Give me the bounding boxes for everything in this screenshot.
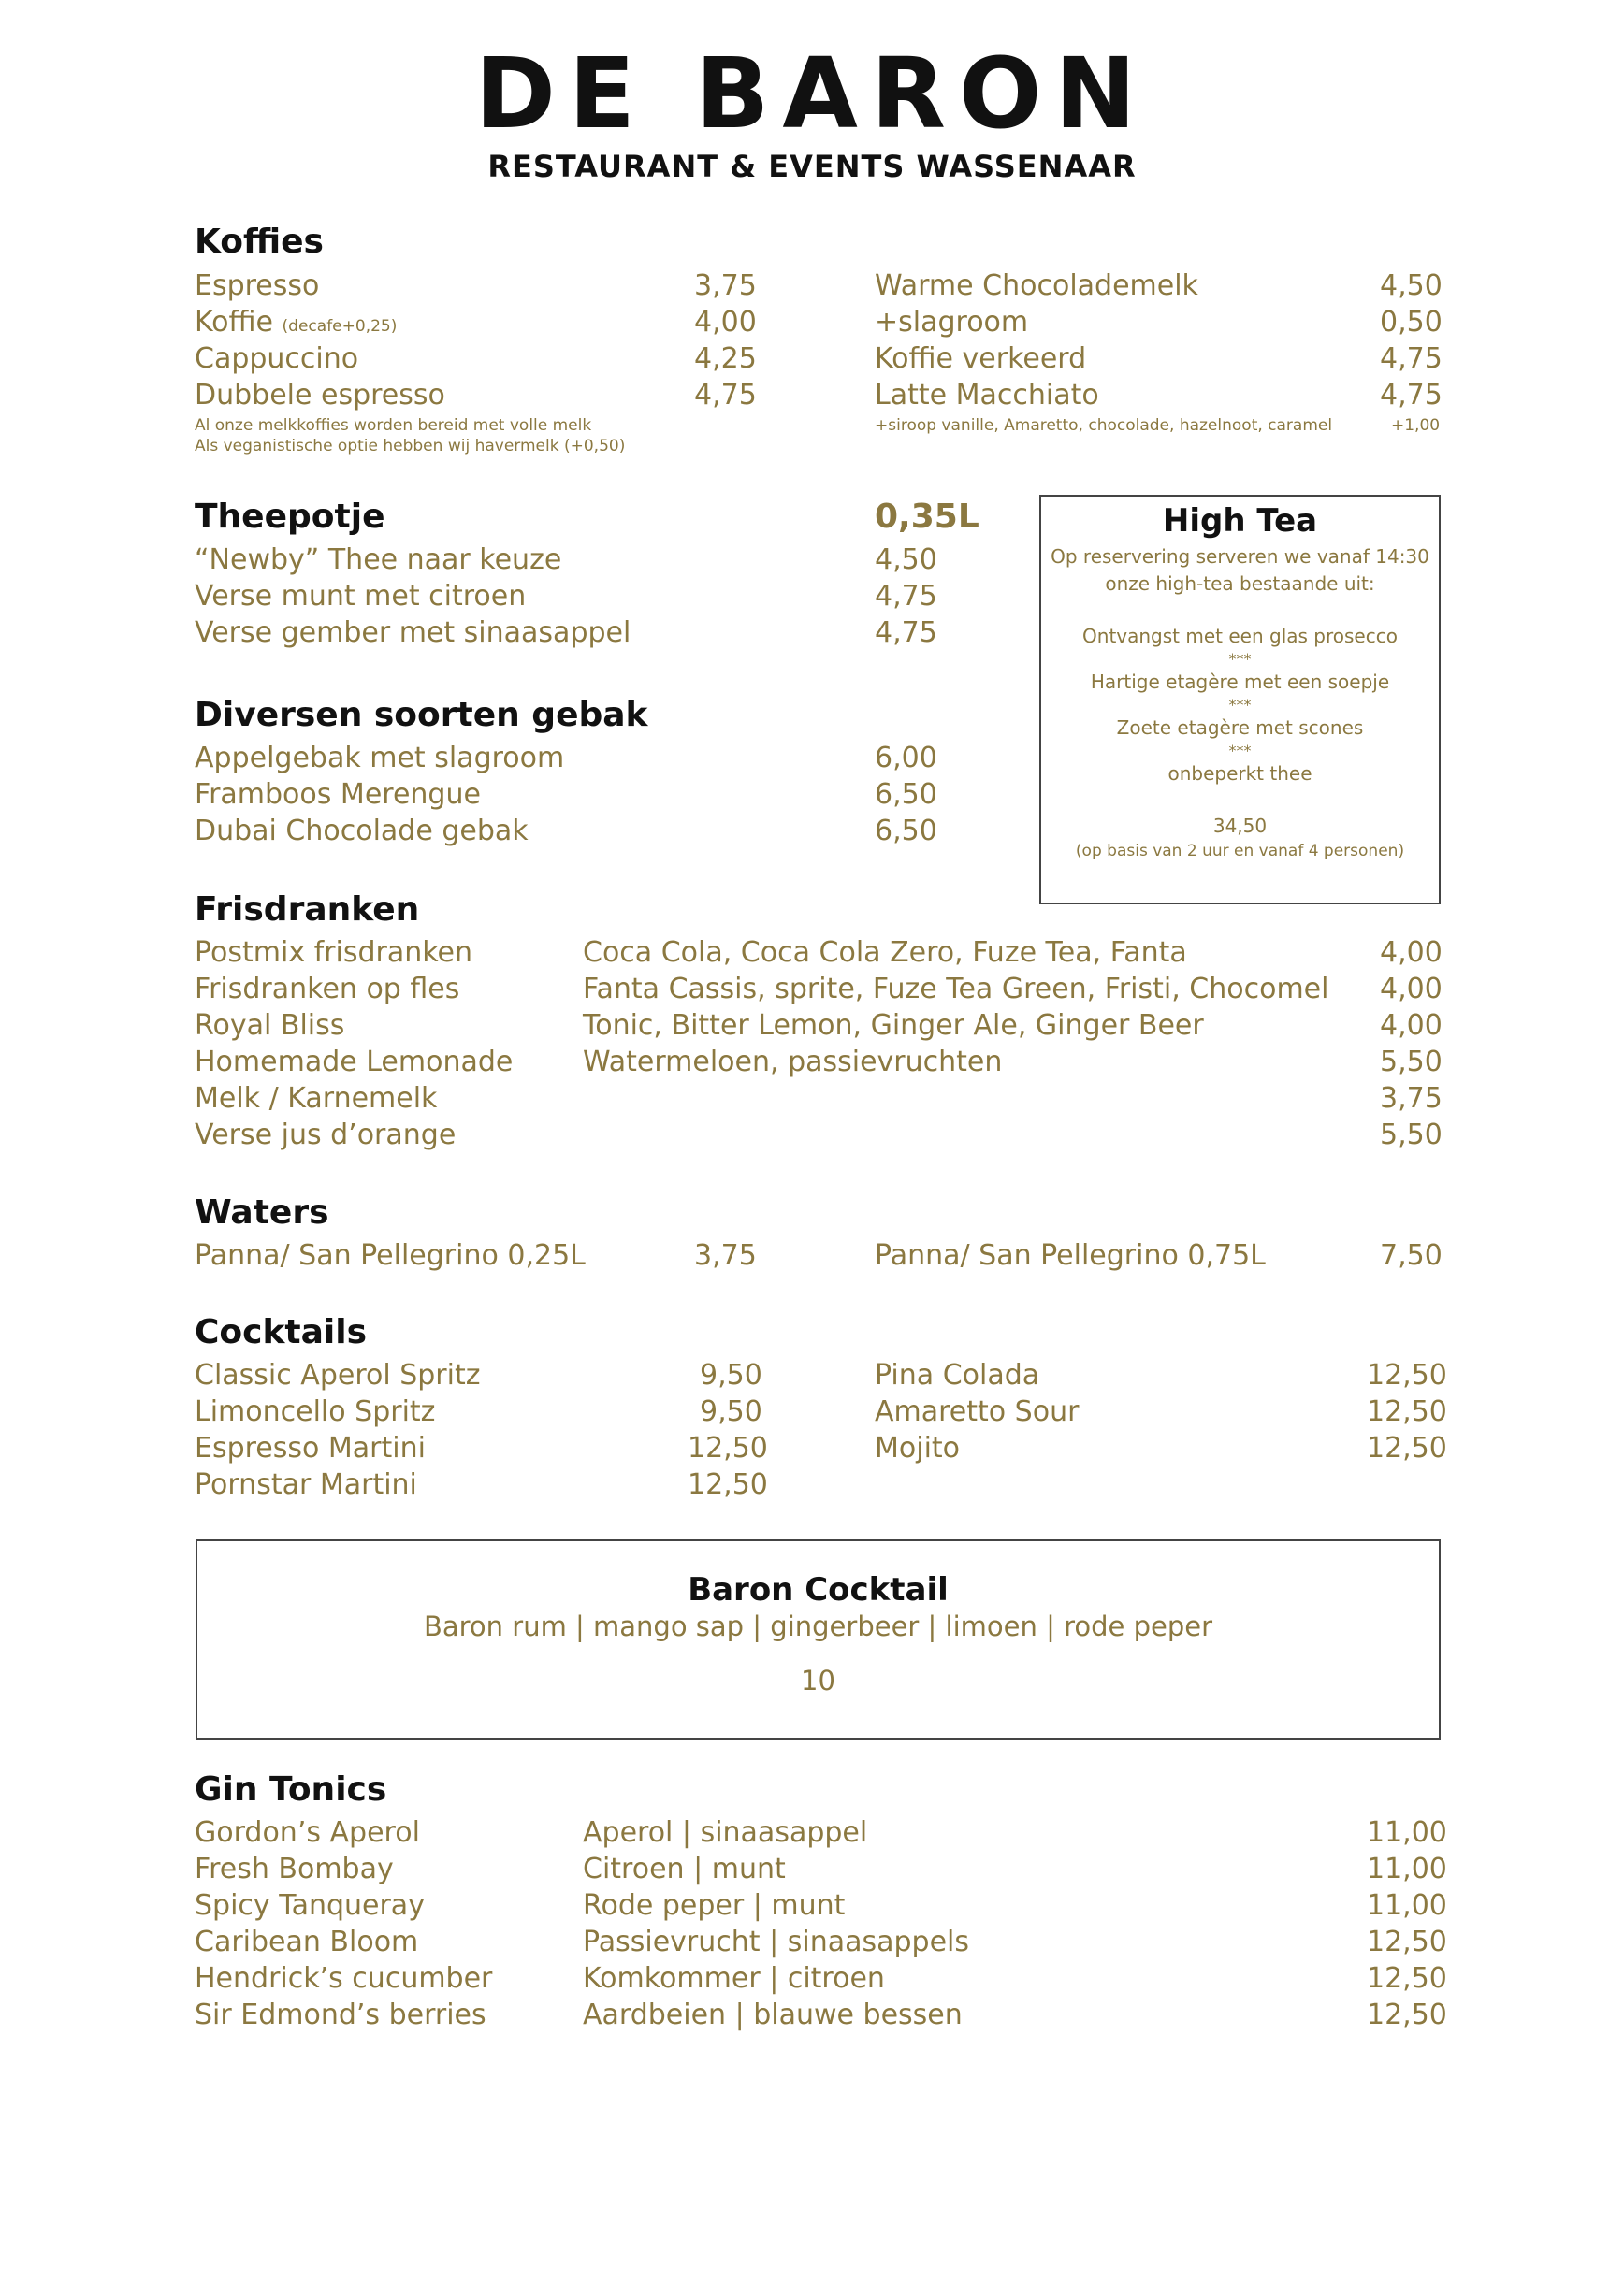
menu-item-name: Verse gember met sinaasappel: [195, 616, 631, 649]
high-tea-course: onbeperkt thee: [1167, 762, 1312, 785]
restaurant-logo-title: DE BARON: [474, 36, 1150, 151]
menu-item-name: +slagroom: [875, 306, 1029, 339]
menu-item-name-text: Koffie: [195, 306, 273, 339]
menu-item-name: Homemade Lemonade: [195, 1046, 514, 1078]
menu-item-name: Espresso Martini: [195, 1432, 426, 1465]
menu-item-price: 0,50: [1380, 306, 1443, 339]
high-tea-intro-2: onze high-tea bestaande uit:: [1105, 572, 1375, 595]
menu-item-desc: Aperol | sinaasappel: [583, 1816, 868, 1849]
menu-item-desc: Aardbeien | blauwe bessen: [583, 1999, 963, 2031]
menu-item-note: (decafe+0,25): [282, 317, 398, 336]
menu-item-price: 4,50: [1380, 269, 1443, 302]
menu-item-desc: Rode peper | munt: [583, 1889, 846, 1922]
menu-item-name: Verse jus d’orange: [195, 1119, 457, 1151]
menu-item-desc: Tonic, Bitter Lemon, Ginger Ale, Ginger Beer: [583, 1009, 1204, 1042]
menu-item-price: 6,50: [875, 815, 937, 847]
high-tea-price: 34,50: [1212, 815, 1268, 837]
menu-item-name: Fresh Bombay: [195, 1853, 394, 1885]
menu-item-name: Dubbele espresso: [195, 379, 445, 412]
menu-item-desc: Citroen | munt: [583, 1853, 786, 1885]
menu-item-name: Amaretto Sour: [875, 1395, 1080, 1428]
section-heading-frisdranken: Frisdranken: [195, 890, 420, 929]
high-tea-box: [1039, 495, 1441, 904]
menu-item-name: Framboos Merengue: [195, 778, 481, 811]
menu-item-price: 12,50: [688, 1432, 768, 1465]
menu-item-price: 12,50: [688, 1468, 768, 1501]
menu-item-price: 9,50: [700, 1395, 762, 1428]
high-tea-separator: ***: [1228, 696, 1252, 714]
menu-item-price: 4,75: [875, 616, 937, 649]
menu-item-price: 5,50: [1380, 1119, 1443, 1151]
section-heading-koffies: Koffies: [195, 223, 324, 261]
menu-item-name: “Newby” Thee naar keuze: [195, 543, 562, 576]
menu-item-name: Caribean Bloom: [195, 1926, 419, 1958]
high-tea-intro-1: Op reservering serveren we vanaf 14:30: [1051, 545, 1429, 568]
menu-item-name: Cappuccino: [195, 342, 359, 375]
menu-item-price: 11,00: [1367, 1889, 1447, 1922]
menu-item-desc: Passievrucht | sinaasappels: [583, 1926, 969, 1958]
menu-item-price: 4,50: [875, 543, 937, 576]
menu-item-price: 12,50: [1367, 1359, 1447, 1392]
high-tea-separator: ***: [1228, 650, 1252, 668]
menu-item-name: Spicy Tanqueray: [195, 1889, 425, 1922]
menu-item-name: Dubai Chocolade gebak: [195, 815, 529, 847]
menu-item-price: 11,00: [1367, 1853, 1447, 1885]
baron-cocktail-title: Baron Cocktail: [688, 1571, 949, 1609]
menu-item-price: 9,50: [700, 1359, 762, 1392]
high-tea-price-note: (op basis van 2 uur en vanaf 4 personen): [1075, 842, 1405, 860]
menu-item-name: Melk / Karnemelk: [195, 1082, 438, 1115]
menu-item-name: Latte Macchiato: [875, 379, 1099, 412]
high-tea-course: Ontvangst met een glas prosecco: [1082, 625, 1398, 647]
menu-item-price: 4,75: [1380, 379, 1443, 412]
menu-item-name: Royal Bliss: [195, 1009, 345, 1042]
high-tea-title: High Tea: [1162, 502, 1318, 540]
syrup-price: +1,00: [1391, 416, 1441, 435]
section-heading-theepotje: Theepotje: [195, 498, 385, 536]
koffies-note: Al onze melkkoffies worden bereid met volle melk: [195, 416, 592, 435]
menu-item-price: 4,25: [694, 342, 757, 375]
menu-item-name: Mojito: [875, 1432, 961, 1465]
menu-item-name: Verse munt met citroen: [195, 580, 527, 613]
koffies-note: Als veganistische optie hebben wij havermelk (+0,50): [195, 437, 626, 455]
section-heading-cocktails: Cocktails: [195, 1313, 368, 1351]
menu-item-price: 3,75: [694, 1239, 757, 1272]
menu-item-desc: Coca Cola, Coca Cola Zero, Fuze Tea, Fanta: [583, 936, 1187, 969]
menu-item-price: 6,00: [875, 742, 937, 774]
menu-item-name: Panna/ San Pellegrino 0,75L: [875, 1239, 1266, 1272]
menu-item-desc: Fanta Cassis, sprite, Fuze Tea Green, Fristi, Chocomel: [583, 973, 1329, 1005]
menu-item-name: Limoncello Spritz: [195, 1395, 436, 1428]
menu-item-price: 12,50: [1367, 1926, 1447, 1958]
menu-item-desc: Watermeloen, passievruchten: [583, 1046, 1003, 1078]
menu-item-price: 6,50: [875, 778, 937, 811]
menu-item-price: 4,00: [694, 306, 757, 339]
menu-item-price: 4,75: [875, 580, 937, 613]
menu-item-name: Koffie verkeerd: [875, 342, 1087, 375]
menu-item-price: 12,50: [1367, 1999, 1447, 2031]
menu-item-name: Panna/ San Pellegrino 0,25L: [195, 1239, 586, 1272]
section-heading-gebak: Diversen soorten gebak: [195, 696, 648, 734]
menu-item-name: Classic Aperol Spritz: [195, 1359, 481, 1392]
menu-item-name: Espresso: [195, 269, 320, 302]
baron-cocktail-box: [196, 1539, 1441, 1740]
high-tea-separator: ***: [1228, 742, 1252, 759]
menu-item-price: 4,75: [694, 379, 757, 412]
menu-item-name: Pina Colada: [875, 1359, 1040, 1392]
section-heading-waters: Waters: [195, 1193, 329, 1232]
menu-item-name: Warme Chocolademelk: [875, 269, 1198, 302]
menu-item-name: Gordon’s Aperol: [195, 1816, 420, 1849]
high-tea-course: Hartige etagère met een soepje: [1090, 671, 1390, 693]
menu-item-name: Hendrick’s cucumber: [195, 1962, 493, 1995]
menu-item-name: Pornstar Martini: [195, 1468, 417, 1501]
menu-item-price: 3,75: [1380, 1082, 1443, 1115]
restaurant-logo-subtitle: RESTAURANT & EVENTS WASSENAAR: [487, 149, 1137, 184]
menu-item-price: 4,00: [1380, 973, 1443, 1005]
menu-item-price: 3,75: [694, 269, 757, 302]
menu-item-price: 12,50: [1367, 1962, 1447, 1995]
menu-item-name: Postmix frisdranken: [195, 936, 473, 969]
menu-item-price: 11,00: [1367, 1816, 1447, 1849]
section-heading-gin-tonics: Gin Tonics: [195, 1770, 387, 1809]
menu-item-name: Frisdranken op fles: [195, 973, 460, 1005]
baron-cocktail-ingredients: Baron rum | mango sap | gingerbeer | limoen | rode peper: [423, 1610, 1212, 1642]
menu-item-price: 4,00: [1380, 936, 1443, 969]
theepotje-size: 0,35L: [875, 498, 979, 536]
high-tea-course: Zoete etagère met scones: [1116, 716, 1364, 739]
menu-item-price: 12,50: [1367, 1395, 1447, 1428]
menu-item-price: 4,00: [1380, 1009, 1443, 1042]
menu-item-price: 12,50: [1367, 1432, 1447, 1465]
menu-item-price: 7,50: [1380, 1239, 1443, 1272]
menu-item-name: [195, 306, 397, 339]
menu-item-price: 4,75: [1380, 342, 1443, 375]
menu-item-price: 5,50: [1380, 1046, 1443, 1078]
menu-item-desc: Komkommer | citroen: [583, 1962, 885, 1995]
syrup-note: +siroop vanille, Amaretto, chocolade, hazelnoot, caramel: [875, 416, 1333, 435]
baron-cocktail-price: 10: [801, 1665, 835, 1697]
menu-item-name: Appelgebak met slagroom: [195, 742, 565, 774]
menu-item-name: Sir Edmond’s berries: [195, 1999, 486, 2031]
